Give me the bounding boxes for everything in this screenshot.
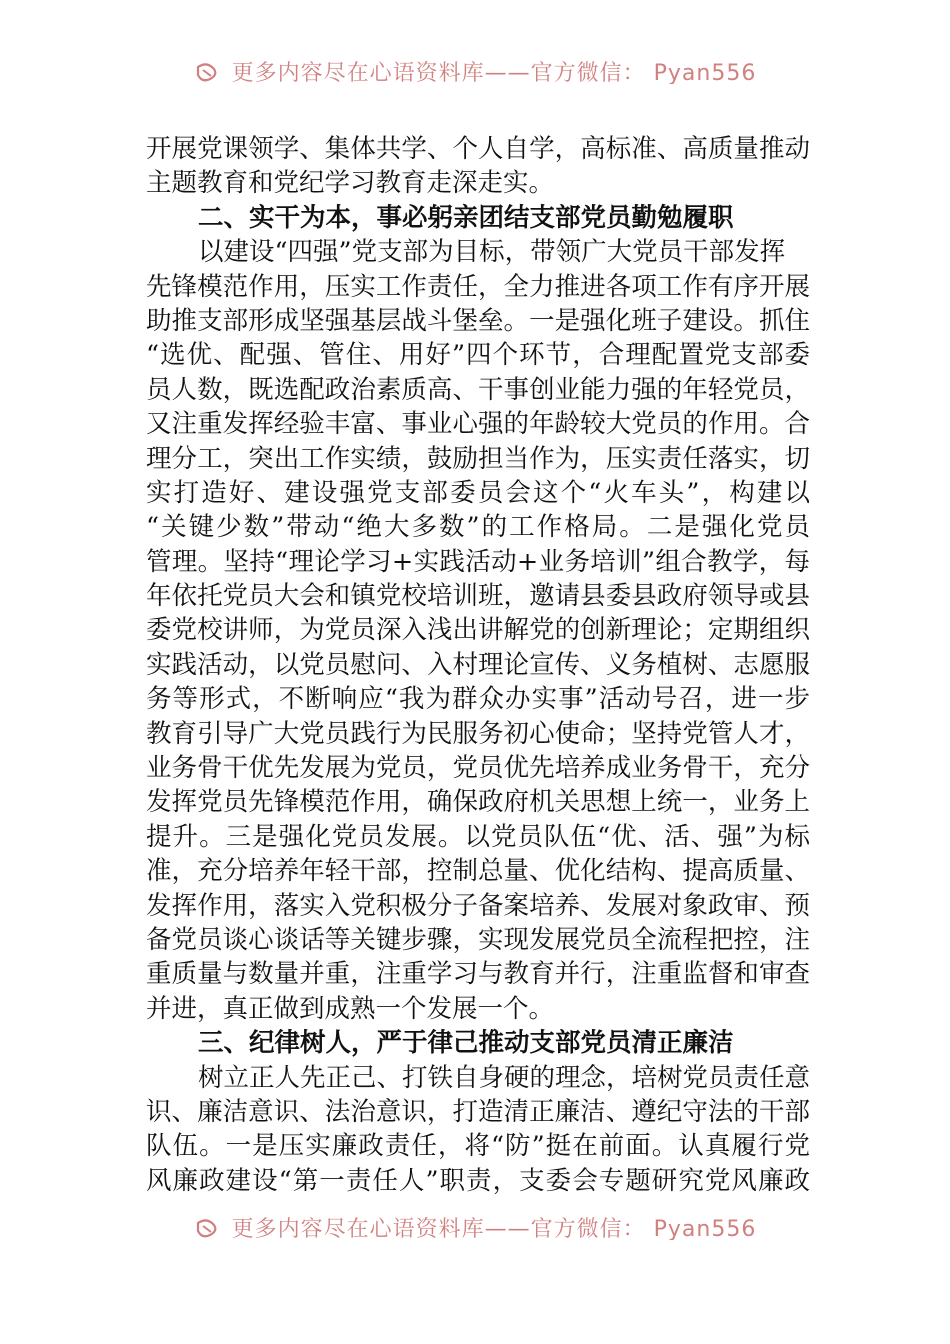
text-line: 树立正人先正己、打铁自身硬的理念，培树党员责任意 [198,1062,810,1093]
text-line: 理分工，突出工作实绩，鼓励担当作为，压实责任落实，切 [146,443,810,474]
text-line: 以建设“四强”党支部为目标，带领广大党员干部发挥 [198,237,786,268]
watermark-logo-icon [194,1219,220,1239]
text-line: 开展党课领学、集体共学、个人自学，高标准、高质量推动 [146,134,810,164]
text-line: 并进，真正做到成熟一个发展一个。 [146,993,555,1024]
text-line: 发挥党员先锋模范作用，确保政府机关思想上统一，业务上 [146,787,810,818]
text-line: 委党校讲师，为党员深入浅出讲解党的创新理论；定期组织 [146,615,810,646]
text-line: “选优、配强、管住、用好”四个环节，合理配置党支部委 [146,340,810,371]
text-line: 教育引导广大党员践行为民服务初心使命；坚持党管人才， [146,718,810,749]
text-line: 业务骨干优先发展为党员，党员优先培养成业务骨干，充分 [146,753,810,784]
text-line: 实打造好、建设强党支部委员会这个“火车头”，构建以 [146,477,810,508]
text-line: 队伍。一是压实廉政责任，将“防”挺在前面。认真履行党 [146,1131,810,1162]
text-line: 备党员谈心谈话等关键步骤，实现发展党员全流程把控，注 [146,924,810,955]
text-line: “关键少数”带动“绝大多数”的工作格局。二是强化党员 [146,512,810,543]
text-line: 识、廉洁意识、法治意识，打造清正廉洁、遵纪守法的干部 [146,1096,810,1127]
text-line: 发挥作用，落实入党积极分子备案培养、发展对象政审、预 [146,890,810,921]
text-line: 主题教育和党纪学习教育走深走实。 [146,168,555,199]
text-line: 重质量与数量并重，注重学习与教育并行，注重监督和审查 [146,959,810,990]
section-heading: 三、纪律树人，严于律己推动支部党员清正廉洁 [198,1028,734,1059]
text-line: 又注重发挥经验丰富、事业心强的年龄较大党员的作用。合 [146,409,810,440]
text-line: 员人数，既选配政治素质高、干事创业能力强的年轻党员， [146,374,810,405]
watermark-logo-icon [194,63,220,83]
text-line: 先锋模范作用，压实工作责任，全力推进各项工作有序开展 [146,271,810,302]
document-body [146,132,810,1198]
watermark-bottom [0,1212,950,1240]
text-line: 务等形式，不断响应“我为群众办实事”活动号召，进一步 [146,684,810,715]
text-line: 实践活动，以党员慰问、入村理论宣传、义务植树、志愿服 [146,649,810,680]
text-line: 风廉政建设“第一责任人”职责，支委会专题研究党风廉政 [146,1165,810,1196]
text-line: 提升。三是强化党员发展。以党员队伍“优、活、强”为标 [146,821,810,852]
watermark-top [0,56,950,84]
text-line: 助推支部形成坚强基层战斗堡垒。一是强化班子建设。抓住 [146,305,810,336]
text-line: 管理。坚持“理论学习+实践活动+业务培训”组合教学，每 [146,546,810,577]
watermark-text: 更多内容尽在心语资料库——官方微信： Pyan556 [231,61,757,84]
text-line: 年依托党员大会和镇党校培训班，邀请县委县政府领导或县 [146,581,810,612]
section-heading: 二、实干为本，事必躬亲团结支部党员勤勉履职 [198,202,734,233]
watermark-text: 更多内容尽在心语资料库——官方微信： Pyan556 [231,1217,757,1240]
text-line: 准，充分培养年轻干部，控制总量、优化结构、提高质量、 [146,856,810,887]
